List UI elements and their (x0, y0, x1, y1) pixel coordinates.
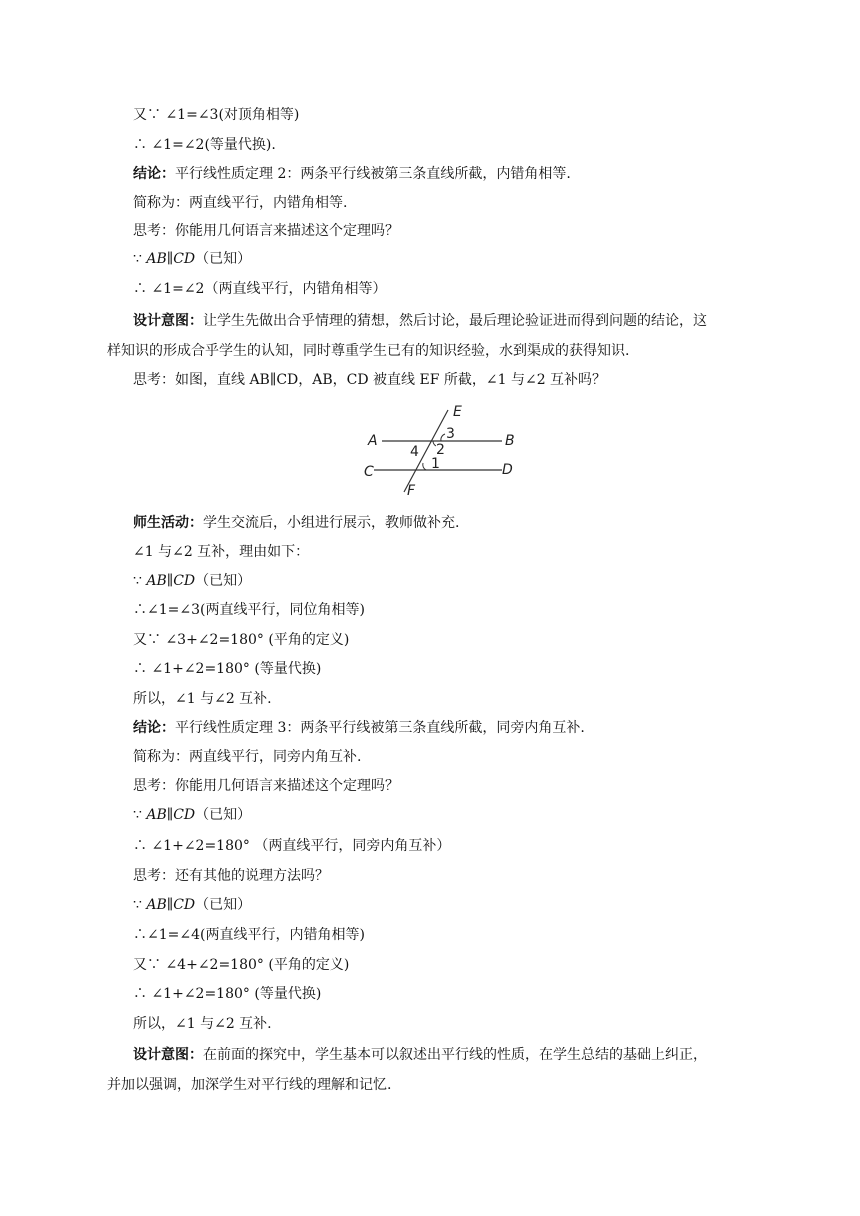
text-line: ∴ ∠1+∠2=180° (等量代换) (133, 661, 322, 677)
text-line: ∴∠1=∠3(两直线平行，同位角相等) (133, 602, 365, 618)
bold-label: 设计意图： (133, 1047, 203, 1063)
angle-mark (423, 463, 426, 470)
label-d: D (502, 462, 513, 478)
italic-span: AB∥CD (146, 251, 196, 267)
bold-label: 师生活动： (133, 515, 203, 531)
text-line: ∴∠1=∠4(两直线平行，内错角相等) (133, 927, 365, 943)
text-line: 又∵ ∠1=∠3(对顶角相等) (133, 107, 300, 123)
text-line: 思考：还有其他的说理方法吗？ (133, 868, 329, 884)
bold-label: 结论： (133, 166, 175, 182)
text-line: ∴ ∠1=∠2(等量代换). (133, 137, 276, 153)
geometry-line (133, 896, 251, 914)
label-c: C (364, 464, 374, 480)
bold-label: 设计意图： (133, 313, 203, 329)
text-line: ∴ ∠1=∠2（两直线平行，内错角相等） (133, 281, 387, 297)
text-line: 简称为：两直线平行，内错角相等. (133, 195, 348, 211)
label-a: A (368, 433, 378, 449)
text-span: （已知） (195, 807, 252, 823)
italic-span: AB∥CD (146, 807, 196, 823)
text-line: 又∵ ∠4+∠2=180° (平角的定义) (133, 957, 350, 973)
conclusion-line (133, 165, 571, 183)
text-line: ∴ ∠1+∠2=180° （两直线平行，同旁内角互补） (133, 838, 451, 854)
text-span: 平行线性质定理 3：两条平行线被第三条直线所截，同旁内角互补. (175, 720, 585, 736)
text-line: 思考：如图，直线 AB∥CD，AB，CD 被直线 EF 所截，∠1 与∠2 互补吗？ (133, 372, 607, 388)
text-span: （已知） (195, 573, 252, 589)
text-line: 简称为：两直线平行，同旁内角互补. (133, 749, 362, 765)
text-span: 平行线性质定理 2：两条平行线被第三条直线所截，内错角相等. (175, 166, 571, 182)
text-line: 思考：你能用几何语言来描述这个定理吗？ (133, 223, 399, 239)
text-span: 在前面的探究中，学生基本可以叙述出平行线的性质，在学生总结的基础上纠正， (203, 1047, 707, 1063)
design-intent-line (133, 1046, 707, 1064)
label-1: 1 (431, 456, 440, 472)
text-span: 学生交流后，小组进行展示，教师做补充. (203, 515, 460, 531)
text-span: ∵ (133, 807, 147, 823)
text-line: 所以，∠1 与∠2 互补. (133, 1016, 272, 1032)
text-line: 样知识的形成合乎学生的认知，同时尊重学生已有的知识经验，水到渠成的获得知识. (107, 343, 630, 359)
text-line: 又∵ ∠3+∠2=180° (平角的定义) (133, 632, 350, 648)
geometry-line (133, 806, 251, 824)
geometry-line (133, 572, 251, 590)
label-2: 2 (436, 442, 445, 458)
label-e: E (453, 404, 462, 420)
angle-mark (441, 434, 445, 441)
text-line: 并加以强调，加深学生对平行线的理解和记忆. (107, 1077, 392, 1093)
text-line: ∠1 与∠2 互补，理由如下： (133, 544, 310, 560)
label-f: F (407, 483, 416, 497)
text-span: （已知） (195, 251, 252, 267)
text-span: （已知） (195, 897, 252, 913)
text-span: ∵ (133, 251, 147, 267)
text-line: 所以，∠1 与∠2 互补. (133, 691, 272, 707)
label-4: 4 (410, 444, 419, 460)
bold-label: 结论： (133, 720, 175, 736)
text-line: ∴ ∠1+∠2=180° (等量代换) (133, 986, 322, 1002)
geometry-line (133, 250, 251, 268)
label-b: B (505, 433, 515, 449)
text-span: 让学生先做出合乎情理的猜想，然后讨论，最后理论验证进而得到问题的结论，这 (203, 313, 707, 329)
label-3: 3 (446, 426, 455, 442)
text-span: ∵ (133, 573, 147, 589)
teacher-activity-line (133, 514, 459, 532)
italic-span: AB∥CD (146, 897, 196, 913)
italic-span: AB∥CD (146, 573, 196, 589)
conclusion-line (133, 719, 585, 737)
design-intent-line (133, 312, 707, 330)
parallel-lines-figure (360, 402, 525, 497)
text-line: 思考：你能用几何语言来描述这个定理吗？ (133, 778, 399, 794)
text-span: ∵ (133, 897, 147, 913)
